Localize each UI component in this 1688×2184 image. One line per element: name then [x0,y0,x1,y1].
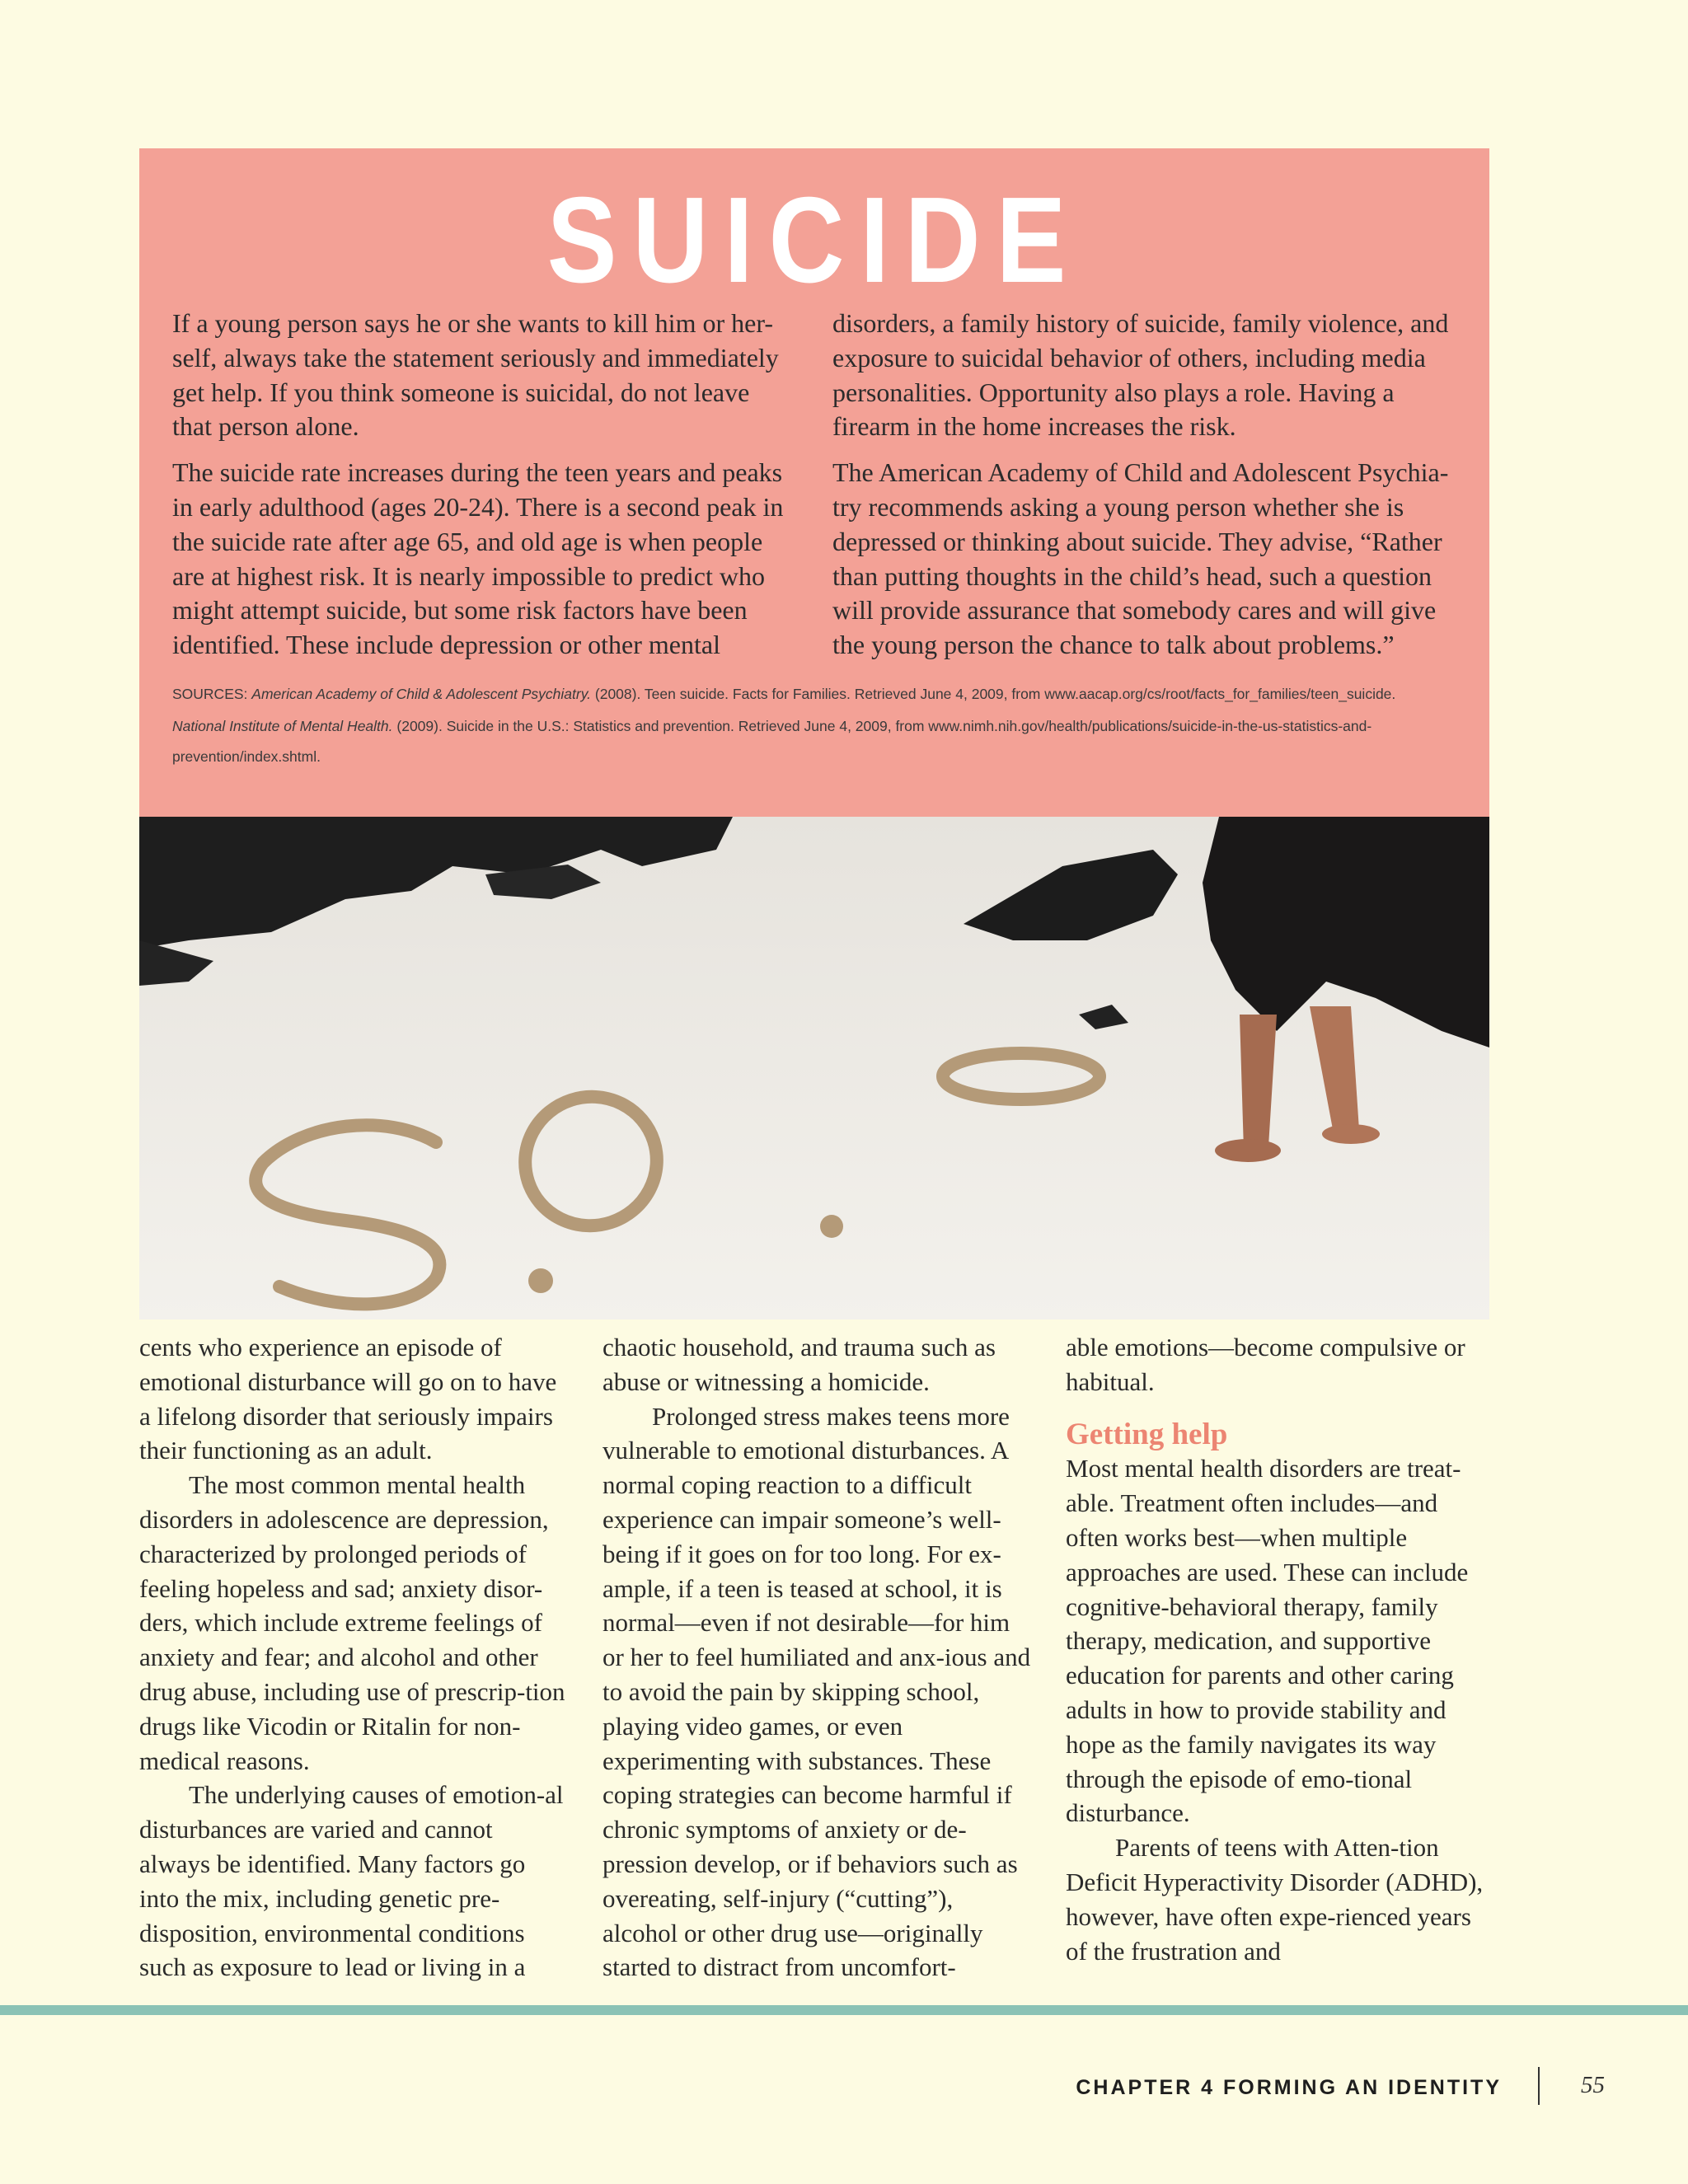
page-number: 55 [1581,2072,1605,2098]
body-paragraph: The underlying causes of emotion-al disturbances are varied and cannot always be identified. Many factors go into the mix, including genetic pre-disposition, environmental conditions such as exposure to lead or living in a [139,1780,564,1982]
sidebar-paragraph: The suicide rate increases during the teen years and peaks in early adulthood (ages 20-24). There is a second peak in the suicide rate after age 65, and old age is when people are at highest risk. It is nearly impossible to predict who might attempt suicide, but some risk factors have been identified. These include depression or other mental [172,457,784,660]
sidebar-right-column [832,307,1459,674]
body-column-1 [139,1330,568,1985]
sidebar-paragraph: The American Academy of Child and Adolescent Psychia-try recommends asking a young person whether she is depressed or thinking about suicide. They advise, “Rather than putting thoughts in the child’s head, such a question will provide assurance that somebody cares and will give the young person the chance to talk about problems.” [832,457,1449,660]
source-publisher: American Academy of Child & Adolescent Psychiatry. [251,686,592,702]
body-paragraph: Most mental health disorders are treat-able. Treatment often includes—and often works best—when multiple approaches are used. These can include cognitive-behavioral therapy, family therapy, medication, and supportive education for parents and other caring adults in how to provide stability and hope as the family navigates its way through the episode of emo-tional disturbance. [1066,1454,1469,1828]
sidebar-paragraph: If a young person says he or she wants to kill him or her-self, always take the statement seriously and immediately get help. If you think someone is suicidal, do not leave that person alone. [172,308,779,442]
source-details: (2008). Teen suicide. Facts for Families. Retrieved June 4, 2009, from www.aacap.org/cs/root/facts_for_families/teen_suicide. [591,686,1396,702]
sidebar-left-column [172,307,795,674]
source-citation [172,679,1458,710]
beach-photo-illustration [139,817,1489,1319]
sidebar-sources [172,679,1458,774]
suicide-sidebar [139,148,1489,817]
source-prefix: SOURCES: [172,686,252,702]
body-paragraph: cents who experience an episode of emotional disturbance will go on to have a lifelong disorder that seriously impairs their functioning as an adult. [139,1333,557,1465]
source-details: (2009). Suicide in the U.S.: Statistics and prevention. Retrieved June 4, 2009, from www.nimh.nih.gov/health/publications/suicide-in-the-us-statistics-and-prevention/index.shtml. [172,718,1372,765]
chapter-running-head: CHAPTER 4 FORMING AN IDENTITY [1076,2076,1502,2099]
body-paragraph: The most common mental health disorders in adolescence are depression, characterized by prolonged periods of feeling hopeless and sad; anxiety disor-ders, which include extreme feelings of anxiety and fear; and alcohol and other drug abuse, including use of prescrip-tion drugs like Vicodin or Ritalin for non-medical reasons. [139,1470,565,1775]
beach-sos-photo [139,817,1489,1319]
footer-divider [1538,2067,1540,2105]
body-paragraph: Prolonged stress makes teens more vulnerable to emotional disturbances. A normal coping reaction to a difficult experience can impair someone’s well-being if it goes on for too long. For ex-ample, if a teen is teased at school, it is normal—even if not desirable—for him or her to feel humiliated and anx-ious and to avoid the pain by skipping school, playing video games, or even experimenting with substances. These coping strategies can become harmful if chronic symptoms of anxiety or de-pression develop, or if behaviors such as overeating, self-injury (“cutting”), alcohol or other drug use—originally started to distract from uncomfort- [603,1401,1031,1982]
footer-rule [0,2005,1688,2015]
body-paragraph: Parents of teens with Atten-tion Deficit Hyperactivity Disorder (ADHD), however, have often expe-rienced years of the frustration and [1066,1833,1484,1966]
body-column-2 [603,1330,1031,1985]
section-heading-getting-help: Getting help [1066,1417,1228,1451]
body-column-3 [1066,1330,1490,1968]
sidebar-paragraph: disorders, a family history of suicide, family violence, and exposure to suicidal behavior of others, including media personalities. Opportunity also plays a role. Having a firearm in the home increases the risk. [832,308,1449,442]
sidebar-title: SUICIDE [546,172,1082,308]
source-publisher: National Institute of Mental Health. [172,718,393,734]
source-citation [172,711,1458,772]
body-paragraph: chaotic household, and trauma such as abuse or witnessing a homicide. [603,1333,996,1396]
body-paragraph: able emotions—become compulsive or habitual. [1066,1333,1465,1396]
